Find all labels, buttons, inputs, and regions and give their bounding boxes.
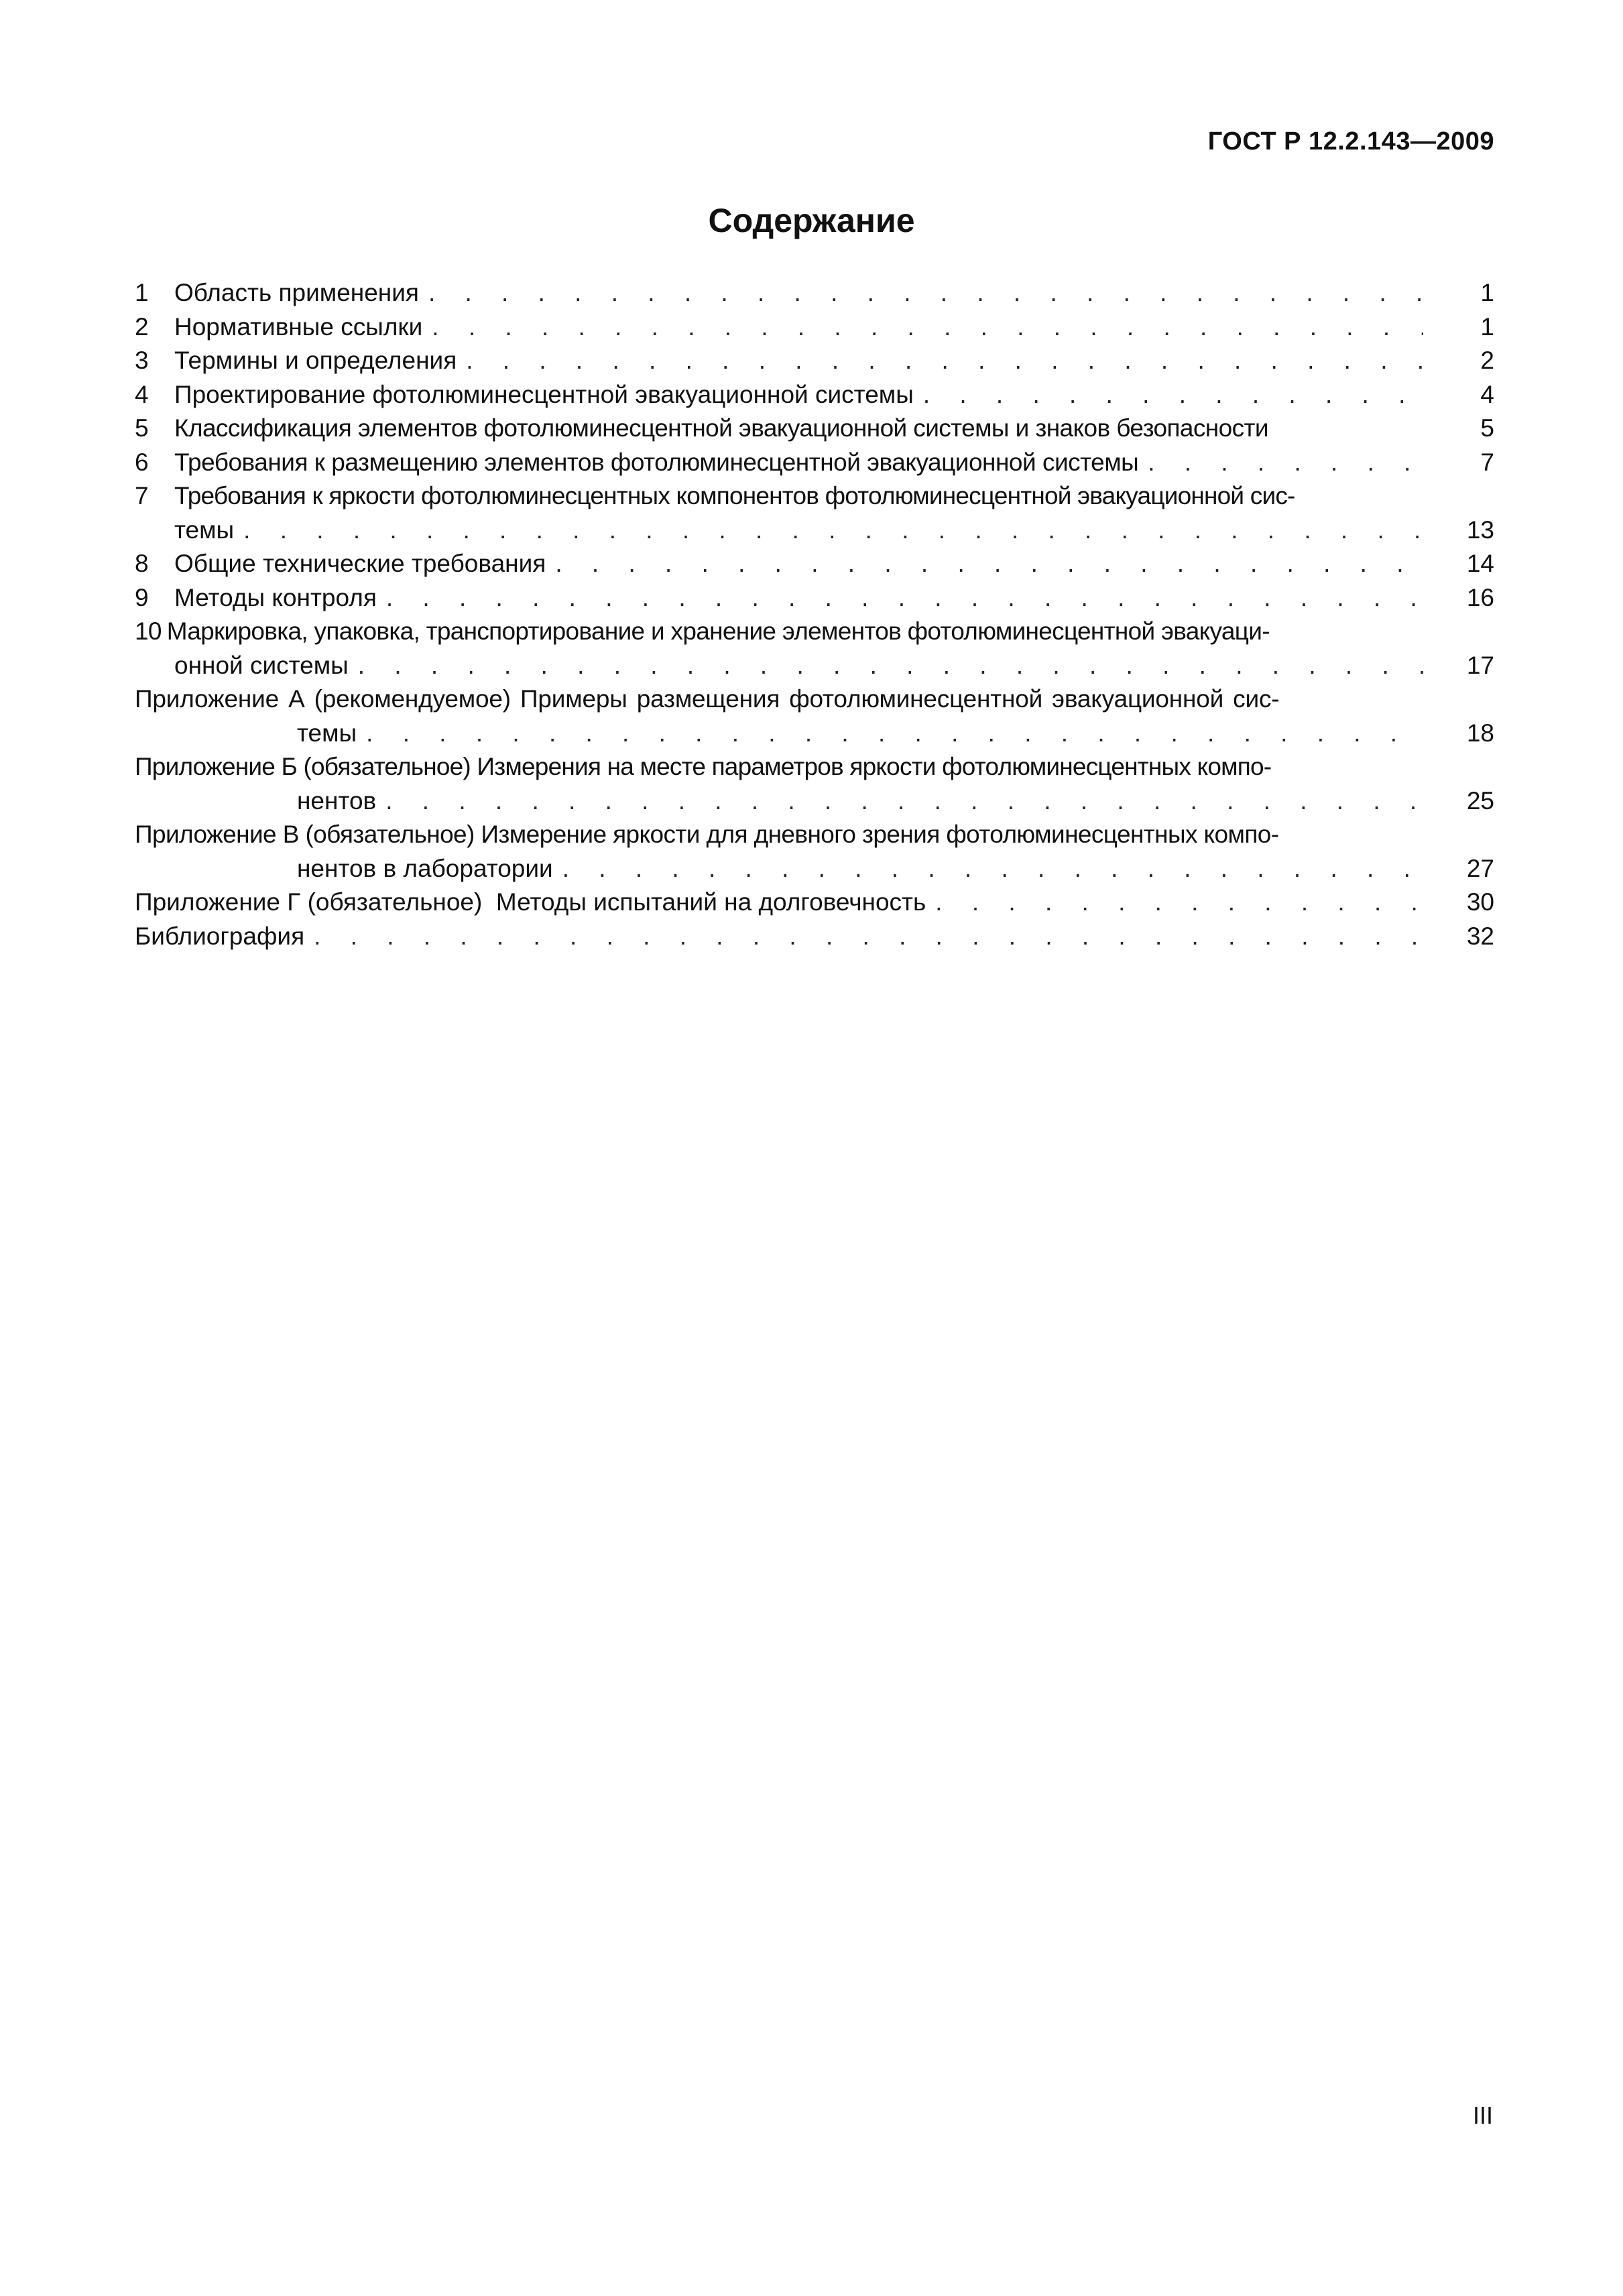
toc-entry[interactable] (135, 344, 1494, 378)
toc-leader-dots (466, 344, 1423, 378)
toc-entry-title-line-2: нентов (297, 786, 377, 814)
toc-leader-dots (1148, 446, 1423, 480)
document-code: ГОСТ Р 12.2.143—2009 (1207, 127, 1494, 156)
toc-entry-number: 8 (135, 550, 149, 577)
toc-entry-title: Библиография (135, 922, 305, 950)
toc-entry-appendix[interactable] (135, 886, 1494, 920)
toc-entry-title-line-1: Приложение Б (обязательное) Измерения на месте параметров яркости фотолюминесцентных компо- (135, 753, 1272, 780)
table-of-contents (135, 276, 1494, 953)
toc-entry-number: 1 (135, 279, 149, 306)
toc-entry-appendix[interactable] (135, 750, 1494, 818)
toc-entry[interactable] (135, 615, 1494, 682)
toc-entry[interactable] (135, 412, 1494, 446)
toc-entry-title: Приложение Г (обязательное) Методы испытаний на долговечность (135, 888, 926, 916)
toc-entry-title-line-1: Приложение А (рекомендуемое) Примеры размещения фотолюминесцентной эвакуационной сис- (135, 685, 1280, 713)
toc-leader-dots (935, 886, 1423, 920)
toc-entry[interactable] (135, 446, 1494, 480)
toc-leader-dots (428, 276, 1423, 310)
toc-entry-page: 7 (1480, 448, 1494, 476)
toc-entry[interactable] (135, 378, 1494, 412)
toc-entry-page: 27 (1466, 854, 1494, 882)
toc-leader-dots (555, 547, 1423, 581)
toc-entry-page: 13 (1466, 516, 1494, 544)
toc-entry-title: Общие технические требования (174, 550, 546, 577)
toc-leader-dots (243, 513, 1423, 548)
toc-entry[interactable] (135, 310, 1494, 345)
toc-entry-page: 4 (1480, 380, 1494, 408)
toc-entry[interactable] (135, 547, 1494, 581)
toc-leader-dots (562, 852, 1423, 886)
toc-leader-dots (385, 784, 1423, 819)
toc-entry-title-line-2: нентов в лаборатории (297, 854, 553, 882)
toc-leader-dots (314, 920, 1423, 954)
toc-leader-dots (923, 378, 1423, 412)
toc-entry-page: 17 (1466, 651, 1494, 679)
toc-entry-title: Классификация элементов фотолюминесцентной эвакуационной системы и знаков безопасности (174, 414, 1268, 442)
toc-entry-page: 2 (1480, 347, 1494, 374)
toc-entry[interactable] (135, 581, 1494, 615)
toc-entry-page: 14 (1466, 550, 1494, 577)
toc-leader-dots (432, 310, 1423, 345)
toc-entry-title-line-2: темы (174, 516, 235, 544)
page-number: III (1472, 2102, 1493, 2129)
toc-entry-number: 2 (135, 312, 149, 341)
toc-entry-title: Термины и определения (174, 347, 457, 374)
toc-entry-title-line-1: Маркировка, упаковка, транспортирование и хранение элементов фотолюминесцентной эвакуаци- (166, 617, 1270, 645)
toc-entry-page: 5 (1480, 414, 1494, 442)
toc-entry-page: 1 (1480, 312, 1494, 341)
toc-entry-title: Проектирование фотолюминесцентной эвакуационной системы (174, 380, 914, 408)
toc-entry-number: 10 (135, 617, 162, 645)
toc-leader-dots (386, 581, 1423, 615)
toc-entry-title-line-2: темы (297, 719, 357, 747)
toc-entry-title: Область применения (174, 279, 419, 306)
toc-entry-text (135, 276, 419, 310)
toc-entry-appendix[interactable] (135, 682, 1494, 750)
toc-entry-number: 5 (135, 414, 148, 442)
toc-entry-page: 32 (1466, 922, 1494, 950)
toc-entry[interactable] (135, 479, 1494, 547)
toc-entry-appendix[interactable] (135, 818, 1494, 886)
toc-entry-title: Методы контроля (174, 583, 377, 611)
toc-entry-title: Нормативные ссылки (174, 312, 423, 341)
toc-entry-page: 25 (1466, 786, 1494, 814)
toc-entry[interactable] (135, 276, 1494, 310)
toc-entry-page: 1 (1480, 279, 1494, 306)
toc-entry-number: 4 (135, 380, 149, 408)
toc-entry-title-line-1: Приложение В (обязательное) Измерение яркости для дневного зрения фотолюминесцентных компо- (135, 821, 1279, 848)
toc-entry-title-line-1: Требования к яркости фотолюминесцентных компонентов фотолюминесцентной эвакуационной сис- (174, 482, 1295, 509)
toc-entry-page: 18 (1466, 719, 1494, 747)
toc-entry-page: 30 (1466, 888, 1494, 916)
toc-entry-number: 9 (135, 583, 149, 611)
toc-entry-number: 7 (135, 482, 148, 509)
toc-entry-page: 16 (1466, 583, 1494, 611)
page-title: Содержание (708, 202, 915, 239)
toc-entry-title-line-2: онной системы (174, 651, 349, 679)
toc-entry-number: 3 (135, 347, 149, 374)
toc-entry-number: 6 (135, 448, 149, 476)
toc-leader-dots (366, 717, 1423, 751)
toc-leader-dots (358, 649, 1423, 683)
toc-entry-bibliography[interactable] (135, 920, 1494, 954)
toc-entry-title: Требования к размещению элементов фотолюминесцентной эвакуационной системы (174, 448, 1139, 476)
